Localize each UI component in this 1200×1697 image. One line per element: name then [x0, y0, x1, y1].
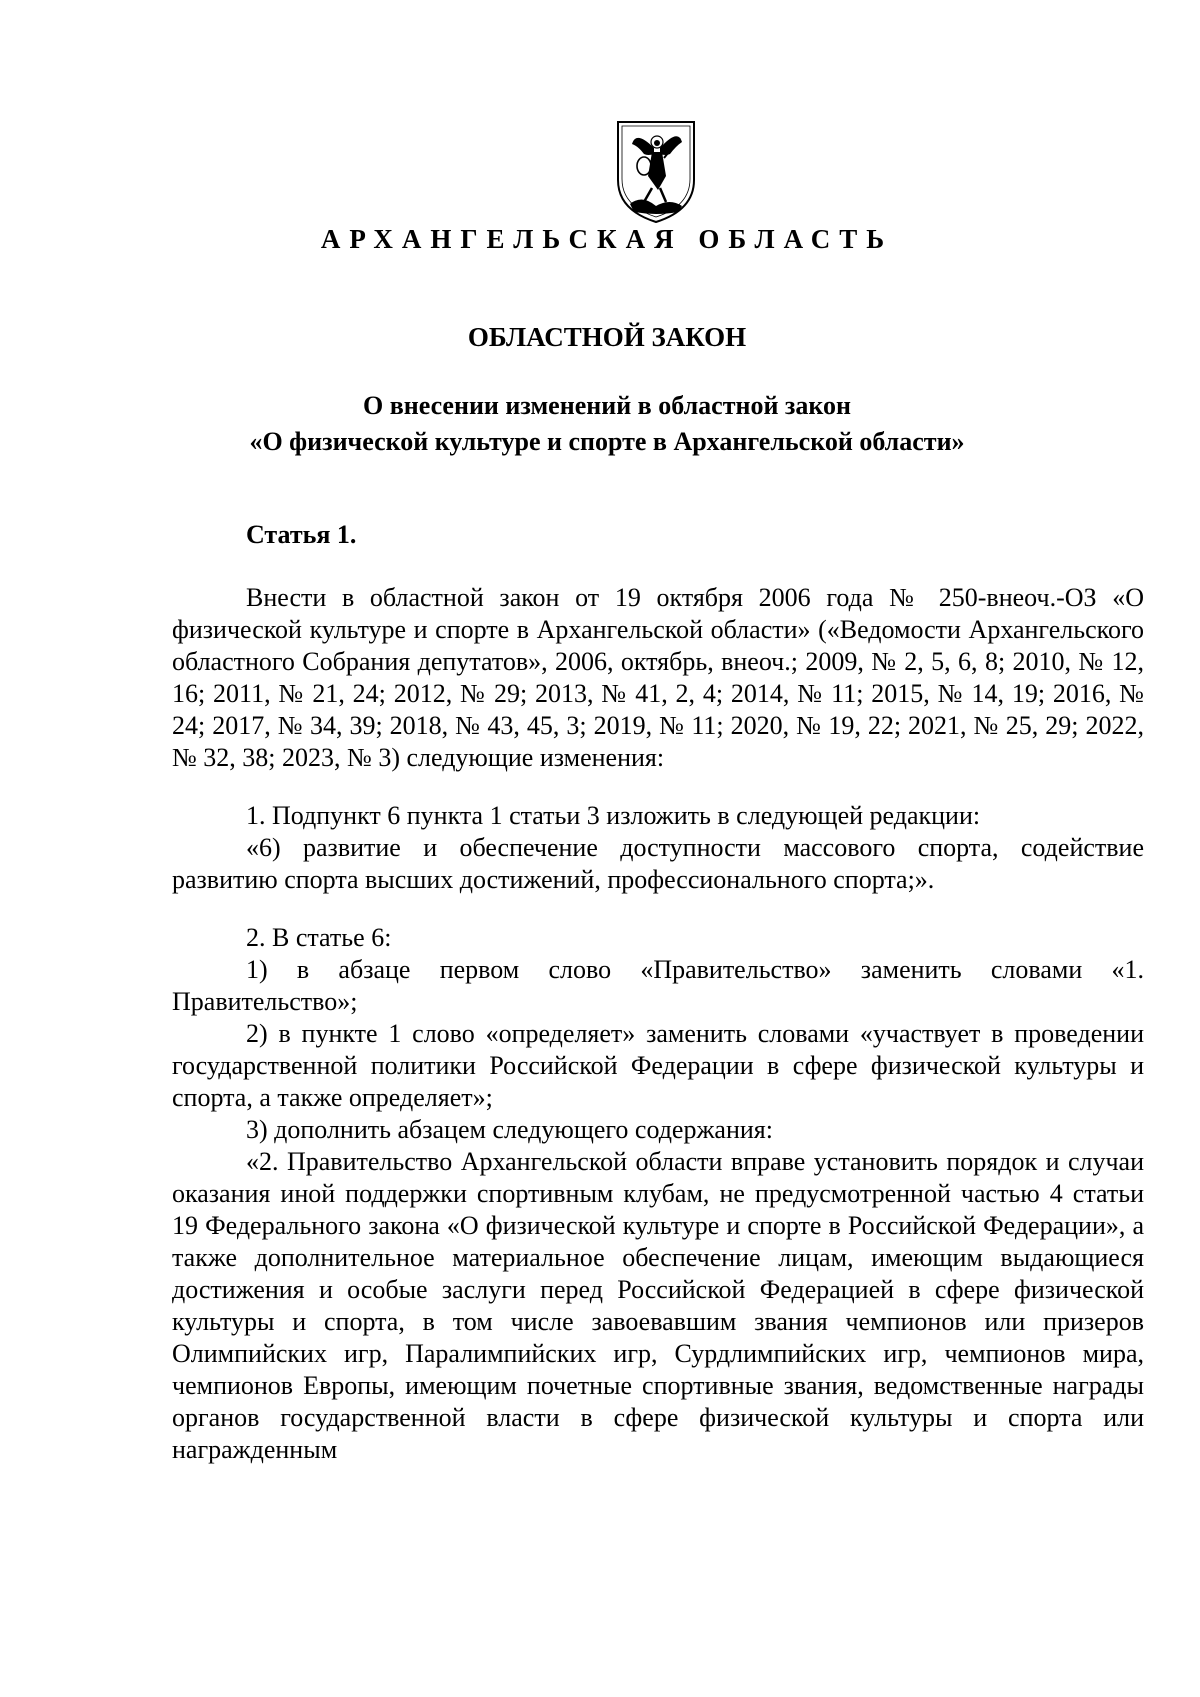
article-intro-paragraph: Внести в областной закон от 19 октября 2006 года № 250-внеоч.-ОЗ «О физической культуре и спорте в Архангельской области» («Ведомости Архангельского областного Собрания депутатов», 2006, октябрь, внеоч.; 2009, № 2, 5, 6, 8; 2010, № 12, 16; 2011, № 21, 24; 2012, № 29; 2013, № 41, 2, 4; 2014, № 11; 2015, № 14, 19; 2016, № 24; 2017, № 34, 39; 2018, № 43, 45, 3; 2019, № 11; 2020, № 19, 22; 2021, № 25, 29; 2022, № 32, 38; 2023, № 3) следующие изменения:	[172, 583, 1144, 772]
item-2-quote: «2. Правительство Архангельской области вправе установить порядок и случаи оказания иной поддержки спортивным клубам, не предусмотренной частью 4 статьи 19 Федерального закона «О физической культуре и спорте в Российской Федерации», а также дополнительное материальное обеспечение лицам, имеющим выдающиеся достижения и особые заслуги перед Российской Федерацией в сфере физической культуры и спорта, в том числе завоевавшим звания чемпионов или призеров Олимпийских игр, Паралимпийских игр, Сурдлимпийских игр, чемпионов мира, чемпионов Европы, имеющим почетные спортивные звания, ведомственные награды органов государственной власти в сфере физической культуры и спорта или награжденным	[172, 1147, 1144, 1464]
coat-of-arms-icon	[614, 118, 698, 226]
item-1-text: «6) развитие и обеспечение доступности массового спорта, содействие развитию спорта высших достижений, профессионального спорта;».	[172, 833, 1144, 894]
item-2-subitem-2: 2) в пункте 1 слово «определяет» заменить словами «участвует в проведении государственной политики Российской Федерации в сфере физической культуры и спорта, а также определяет»;	[172, 1019, 1144, 1112]
item-2-subitem-1: 1) в абзаце первом слово «Правительство» заменить словами «1. Правительство»;	[172, 955, 1144, 1016]
article-body	[172, 582, 1144, 1466]
item-1-title: 1. Подпункт 6 пункта 1 статьи 3 изложить в следующей редакции:	[246, 801, 981, 830]
region-name: АРХАНГЕЛЬСКАЯ ОБЛАСТЬ	[320, 224, 894, 254]
item-2-subitem-3: 3) дополнить абзацем следующего содержания:	[246, 1115, 773, 1144]
law-title	[0, 388, 1200, 460]
article-heading: Статья 1.	[246, 520, 357, 549]
law-title-line-2: «О физической культуре и спорте в Архангельской области»	[249, 427, 965, 456]
item-2-title: 2. В статье 6:	[246, 923, 392, 952]
law-type: ОБЛАСТНОЙ ЗАКОН	[467, 322, 747, 352]
law-title-line-1: О внесении изменений в областной закон	[362, 391, 852, 420]
